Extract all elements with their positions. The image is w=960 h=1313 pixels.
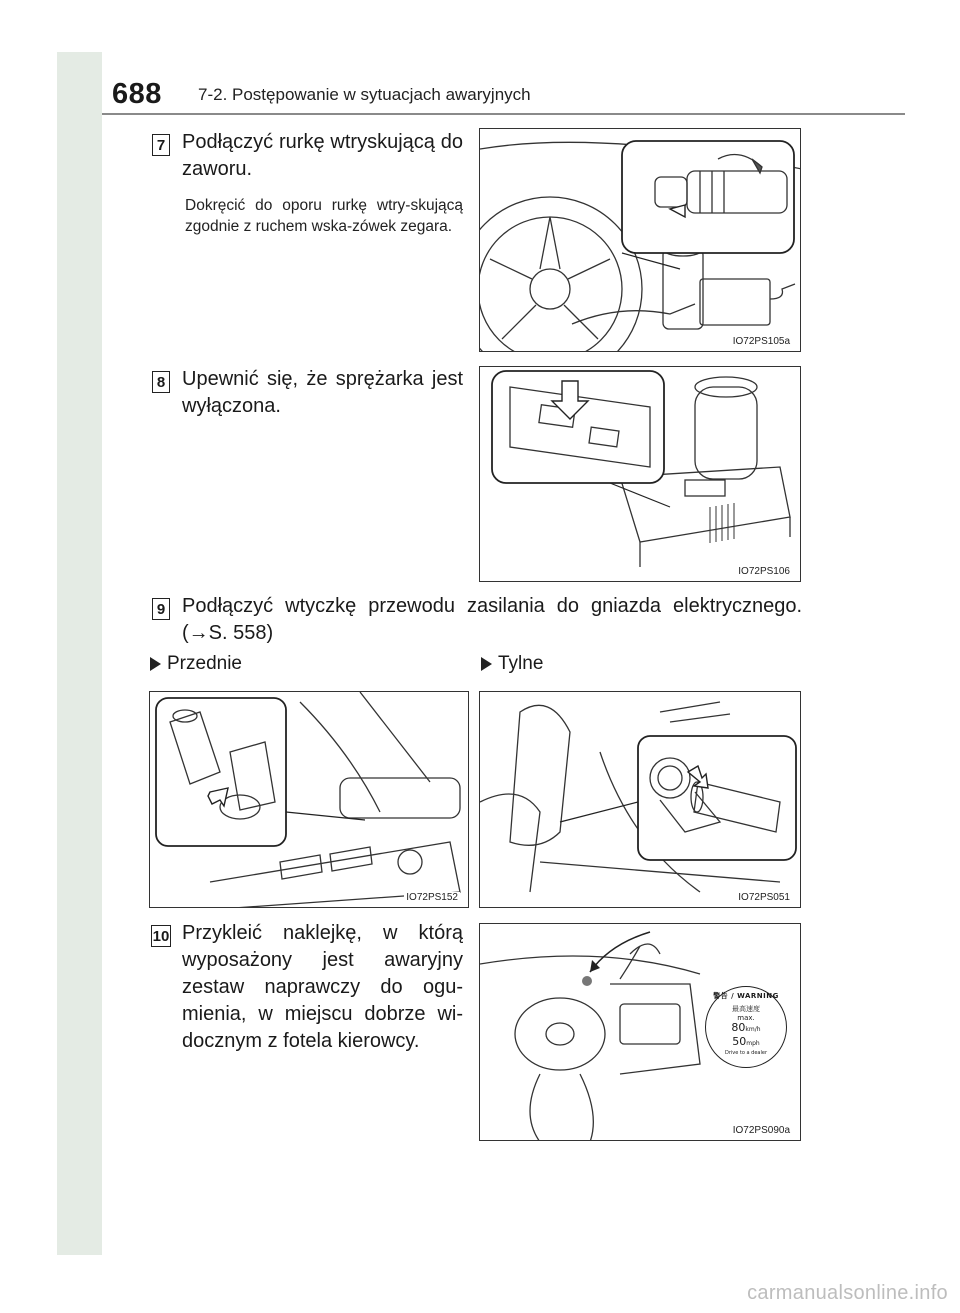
figure-warning-sticker: [479, 923, 801, 1141]
step-7-text: Podłączyć rurkę wtryskującą do zaworu.: [182, 131, 463, 180]
bullet-triangle-icon: [481, 657, 492, 671]
sticker-speed-heading: 最高速度: [732, 1005, 760, 1013]
step-10-text: Przykleić naklejkę, w którą wyposażony jest awaryjny zestaw naprawczy do ogu-mienia, w miejscu dobrze wi-docznym z fotela kierowcy.: [182, 922, 463, 1052]
page-sidebar-band: [57, 52, 102, 1255]
step-8-badge: 8: [152, 371, 170, 393]
rear-socket-illustration: [480, 692, 801, 908]
header-divider: [102, 113, 905, 115]
valve-illustration: [480, 129, 801, 352]
sticker-warning-text: 警告 / WARNING: [713, 992, 779, 1000]
figure-connect-valve: [479, 128, 801, 352]
figure-code: IO72PS051: [738, 892, 790, 903]
step-9-badge: 9: [152, 598, 170, 620]
step-7-subtext: Dokręcić do oporu rurkę wtry-skującą zgodnie z ruchem wska-zówek zegara.: [185, 197, 463, 235]
figure-code: IO72PS152: [406, 892, 458, 903]
figure-code: IO72PS105a: [732, 336, 790, 347]
step-7-badge: 7: [152, 134, 170, 156]
step-8-text: Upewnić się, że sprężarka jest wyłączona.: [182, 368, 463, 417]
sticker-bottom-text: Drive to a dealer: [724, 1050, 768, 1056]
sticker-kmh: 80km/h: [731, 1021, 761, 1034]
sticker-max-label: max.: [737, 1014, 755, 1022]
watermark: carmanualsonline.info: [747, 1282, 948, 1304]
section-title: 7-2. Postępowanie w sytuacjach awaryjnych: [198, 85, 531, 104]
page-number: 688: [112, 78, 162, 110]
figure-code: IO72PS106: [738, 566, 790, 577]
figure-compressor-off: [479, 366, 801, 582]
sticker-mph: 50mph: [732, 1035, 760, 1048]
option-front-label: Przednie: [150, 653, 242, 675]
warning-sticker: [705, 986, 787, 1068]
figure-code: IO72PS090a: [732, 1125, 790, 1136]
page-header: [102, 78, 905, 112]
figure-front-socket: [149, 691, 469, 908]
step-9-text: Podłączyć wtyczkę przewodu zasilania do gniazda elektrycznego. (→S. 558): [182, 595, 802, 644]
step-10-badge: 10: [151, 925, 171, 947]
figure-rear-socket: [479, 691, 801, 908]
front-socket-illustration: [150, 692, 469, 908]
bullet-triangle-icon: [150, 657, 161, 671]
compressor-illustration: [480, 367, 801, 582]
option-rear-label: Tylne: [481, 653, 543, 675]
